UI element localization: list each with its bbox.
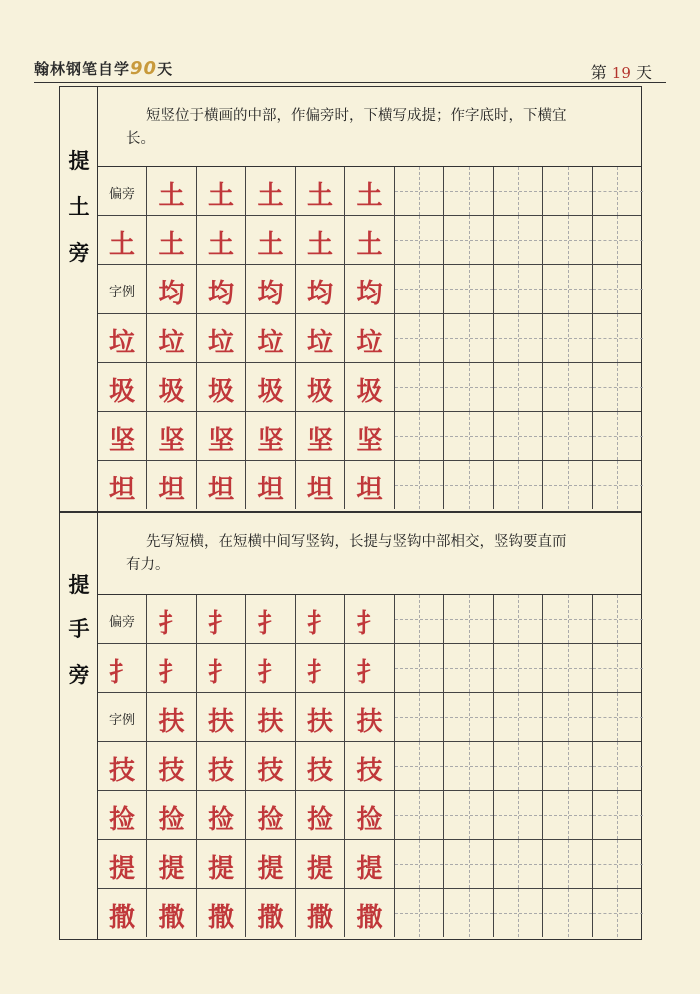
empty-practice-cell[interactable]: [593, 791, 643, 839]
empty-practice-cell[interactable]: [445, 595, 494, 643]
description-line: 长。: [126, 131, 155, 147]
section-title-char: 手: [68, 617, 90, 641]
section-title-char: 土: [68, 195, 90, 219]
sample-glyph-cell: [98, 742, 147, 790]
empty-practice-cell[interactable]: [445, 314, 494, 362]
empty-practice-cell[interactable]: [445, 693, 494, 741]
sample-glyph-cell: [148, 840, 197, 888]
empty-practice-cell[interactable]: [494, 889, 543, 937]
sample-glyph-cell: [247, 412, 296, 460]
sample-glyph: 坚: [207, 425, 234, 456]
section-title-char: 提: [68, 573, 90, 597]
book-days-number: 90: [130, 58, 158, 79]
empty-practice-cell[interactable]: [395, 791, 444, 839]
empty-practice-cell[interactable]: [395, 265, 444, 313]
empty-practice-cell[interactable]: [544, 412, 593, 460]
sample-glyph-cell: [346, 840, 395, 888]
sample-glyph-cell: [296, 595, 345, 643]
sample-glyph-cell: [346, 412, 395, 460]
sample-glyph: 圾: [207, 376, 234, 407]
sample-glyph: 坚: [257, 425, 284, 456]
empty-practice-cell[interactable]: [395, 461, 444, 509]
empty-practice-cell[interactable]: [445, 644, 494, 692]
empty-practice-cell[interactable]: [544, 693, 593, 741]
sample-glyph-cell: [346, 216, 395, 264]
sample-glyph: 提: [108, 853, 135, 884]
sample-glyph: 扌: [207, 657, 234, 688]
sample-glyph: 土: [158, 180, 185, 211]
sample-glyph-cell: [148, 363, 197, 411]
book-title: [34, 58, 173, 79]
empty-practice-cell[interactable]: [593, 595, 643, 643]
sample-glyph-cell: [346, 791, 395, 839]
sample-glyph: 垃: [257, 327, 284, 358]
sample-glyph: 坚: [158, 425, 185, 456]
sample-glyph-cell: [346, 461, 395, 509]
practice-grid: [98, 167, 641, 511]
sample-glyph-cell: [148, 742, 197, 790]
empty-practice-cell[interactable]: [445, 461, 494, 509]
empty-practice-cell[interactable]: [544, 216, 593, 264]
section-title-char: 旁: [68, 241, 90, 265]
sample-glyph: 均: [207, 278, 234, 309]
sample-glyph: 垃: [158, 327, 185, 358]
sample-glyph-cell: [247, 265, 296, 313]
sample-glyph-cell: [197, 595, 246, 643]
sample-glyph: 提: [257, 853, 284, 884]
empty-practice-cell[interactable]: [395, 167, 444, 215]
sample-glyph-cell: [98, 363, 147, 411]
sample-glyph: 提: [306, 853, 333, 884]
sample-glyph-cell: [197, 693, 246, 741]
sample-glyph-cell: [296, 363, 345, 411]
empty-practice-cell[interactable]: [593, 742, 643, 790]
empty-practice-cell[interactable]: [494, 314, 543, 362]
header-divider: [34, 82, 666, 83]
sample-glyph-cell: [346, 167, 395, 215]
sample-glyph: 技: [158, 755, 185, 786]
empty-practice-cell[interactable]: [445, 840, 494, 888]
sample-glyph: 坚: [356, 425, 383, 456]
sample-glyph-cell: [98, 889, 147, 937]
sample-glyph: 捡: [306, 804, 333, 835]
empty-practice-cell[interactable]: [494, 461, 543, 509]
row-label: 字例: [108, 284, 135, 300]
empty-practice-cell[interactable]: [445, 889, 494, 937]
sample-glyph-cell: [247, 363, 296, 411]
sample-glyph-cell: [98, 644, 147, 692]
sample-glyph: 土: [158, 229, 185, 260]
empty-practice-cell[interactable]: [494, 265, 543, 313]
sample-glyph: 捡: [158, 804, 185, 835]
sample-glyph-cell: [346, 889, 395, 937]
sample-glyph-cell: [346, 742, 395, 790]
sample-glyph-cell: [296, 693, 345, 741]
sample-glyph-cell: [148, 167, 197, 215]
sample-glyph: 垃: [306, 327, 333, 358]
sample-glyph-cell: [346, 644, 395, 692]
sample-glyph-cell: [148, 461, 197, 509]
book-title-text: 翰林钢笔自学: [34, 60, 131, 78]
empty-practice-cell[interactable]: [494, 595, 543, 643]
empty-practice-cell[interactable]: [544, 461, 593, 509]
sample-glyph: 撒: [108, 902, 135, 933]
sample-glyph: 垃: [356, 327, 383, 358]
sample-glyph: 扶: [158, 706, 185, 737]
empty-practice-cell[interactable]: [494, 742, 543, 790]
empty-practice-cell[interactable]: [544, 889, 593, 937]
sample-glyph-cell: [197, 791, 246, 839]
row-label: 偏旁: [108, 186, 135, 202]
sample-glyph-cell: [247, 791, 296, 839]
sample-glyph: 圾: [257, 376, 284, 407]
sample-glyph: 土: [306, 180, 333, 211]
row-label: 字例: [108, 712, 135, 728]
practice-row: [98, 412, 641, 461]
empty-practice-cell[interactable]: [395, 889, 444, 937]
sample-glyph-cell: [346, 595, 395, 643]
empty-practice-cell[interactable]: [593, 216, 643, 264]
sample-glyph-cell: [247, 742, 296, 790]
sample-glyph: 圾: [356, 376, 383, 407]
sample-glyph-cell: [197, 216, 246, 264]
sample-glyph-cell: [296, 216, 345, 264]
empty-practice-cell[interactable]: [544, 791, 593, 839]
practice-row: [98, 265, 641, 314]
sample-glyph-cell: [197, 742, 246, 790]
sample-glyph-cell: [148, 265, 197, 313]
sample-glyph-cell: [296, 840, 345, 888]
sample-glyph: 坦: [257, 474, 284, 505]
sample-glyph-cell: [98, 461, 147, 509]
empty-practice-cell[interactable]: [445, 363, 494, 411]
sample-glyph: 撒: [257, 902, 284, 933]
sample-glyph-cell: [296, 889, 345, 937]
empty-practice-cell[interactable]: [593, 889, 643, 937]
sample-glyph-cell: [247, 595, 296, 643]
empty-practice-cell[interactable]: [395, 363, 444, 411]
sample-glyph-cell: [247, 461, 296, 509]
sample-glyph: 圾: [108, 376, 135, 407]
sample-glyph: 捡: [108, 804, 135, 835]
sample-glyph-cell: [346, 265, 395, 313]
sample-glyph: 撒: [356, 902, 383, 933]
sample-glyph-cell: [346, 363, 395, 411]
sample-glyph: 坦: [306, 474, 333, 505]
row-label: 偏旁: [108, 614, 135, 630]
sample-glyph: 扌: [158, 608, 185, 639]
empty-practice-cell[interactable]: [395, 742, 444, 790]
practice-row: [98, 840, 641, 889]
sample-glyph-cell: [197, 363, 246, 411]
sample-glyph: 垃: [108, 327, 135, 358]
empty-practice-cell[interactable]: [445, 791, 494, 839]
day-suffix: 天: [635, 63, 652, 82]
sample-glyph: 土: [356, 229, 383, 260]
sample-glyph: 扌: [356, 657, 383, 688]
practice-section: [59, 86, 642, 512]
sample-glyph: 均: [356, 278, 383, 309]
practice-row: [98, 693, 641, 742]
sample-glyph-cell: [296, 412, 345, 460]
empty-practice-cell[interactable]: [544, 595, 593, 643]
row-label-cell: [98, 595, 147, 643]
sample-glyph: 扌: [257, 657, 284, 688]
sample-glyph: 土: [207, 180, 234, 211]
sample-glyph: 土: [257, 180, 284, 211]
empty-practice-cell[interactable]: [445, 167, 494, 215]
empty-practice-cell[interactable]: [593, 461, 643, 509]
empty-practice-cell[interactable]: [395, 693, 444, 741]
sample-glyph-cell: [247, 167, 296, 215]
sample-glyph-cell: [98, 791, 147, 839]
sample-glyph-cell: [247, 693, 296, 741]
sample-glyph-cell: [296, 461, 345, 509]
empty-practice-cell[interactable]: [593, 412, 643, 460]
sample-glyph: 均: [158, 278, 185, 309]
sample-glyph: 垃: [207, 327, 234, 358]
sample-glyph-cell: [98, 314, 147, 362]
section-title-column: [60, 87, 98, 511]
sample-glyph-cell: [148, 791, 197, 839]
empty-practice-cell[interactable]: [494, 791, 543, 839]
sample-glyph-cell: [296, 314, 345, 362]
empty-practice-cell[interactable]: [395, 595, 444, 643]
sample-glyph: 土: [108, 229, 135, 260]
sample-glyph-cell: [296, 644, 345, 692]
description-line: 有力。: [126, 557, 170, 573]
sample-glyph: 技: [108, 755, 135, 786]
sample-glyph: 土: [356, 180, 383, 211]
section-title-column: [60, 513, 98, 939]
sample-glyph: 扌: [207, 608, 234, 639]
sample-glyph: 捡: [207, 804, 234, 835]
sample-glyph-cell: [346, 314, 395, 362]
sample-glyph: 圾: [306, 376, 333, 407]
empty-practice-cell[interactable]: [544, 314, 593, 362]
row-label-cell: [98, 265, 147, 313]
sample-glyph: 均: [306, 278, 333, 309]
empty-practice-cell[interactable]: [445, 742, 494, 790]
sample-glyph: 扶: [207, 706, 234, 737]
empty-practice-cell[interactable]: [395, 216, 444, 264]
practice-row: [98, 742, 641, 791]
row-label-cell: [98, 167, 147, 215]
empty-practice-cell[interactable]: [494, 216, 543, 264]
sample-glyph-cell: [197, 461, 246, 509]
sample-glyph: 扶: [257, 706, 284, 737]
practice-row: [98, 791, 641, 840]
sample-glyph: 土: [306, 229, 333, 260]
sample-glyph-cell: [98, 216, 147, 264]
empty-practice-cell[interactable]: [593, 167, 643, 215]
practice-row: [98, 461, 641, 510]
day-indicator: [591, 60, 652, 83]
empty-practice-cell[interactable]: [593, 363, 643, 411]
sample-glyph-cell: [148, 644, 197, 692]
practice-row: [98, 363, 641, 412]
sample-glyph: 坦: [207, 474, 234, 505]
practice-grid: [98, 595, 641, 939]
sample-glyph: 扌: [257, 608, 284, 639]
empty-practice-cell[interactable]: [544, 742, 593, 790]
sample-glyph: 扌: [306, 657, 333, 688]
empty-practice-cell[interactable]: [445, 265, 494, 313]
empty-practice-cell[interactable]: [544, 167, 593, 215]
empty-practice-cell[interactable]: [593, 644, 643, 692]
practice-row: [98, 595, 641, 644]
sample-glyph-cell: [197, 889, 246, 937]
practice-row: [98, 889, 641, 938]
empty-practice-cell[interactable]: [544, 363, 593, 411]
sample-glyph-cell: [197, 412, 246, 460]
sample-glyph: 技: [356, 755, 383, 786]
description-line: 先写短横，在短横中间写竖钩，长提与竖钩中部相交，竖钩要直而: [146, 534, 567, 550]
sample-glyph: 坚: [108, 425, 135, 456]
sample-glyph: 捡: [257, 804, 284, 835]
day-prefix: 第: [590, 63, 607, 82]
empty-practice-cell[interactable]: [494, 363, 543, 411]
sample-glyph-cell: [296, 742, 345, 790]
sample-glyph-cell: [148, 889, 197, 937]
day-number: 19: [611, 64, 631, 82]
sample-glyph-cell: [296, 265, 345, 313]
sample-glyph: 提: [356, 853, 383, 884]
section-title-char: 旁: [68, 663, 90, 687]
empty-practice-cell[interactable]: [494, 693, 543, 741]
sample-glyph: 提: [207, 853, 234, 884]
sample-glyph-cell: [98, 412, 147, 460]
sample-glyph: 撒: [158, 902, 185, 933]
sample-glyph: 坦: [108, 474, 135, 505]
sample-glyph-cell: [197, 265, 246, 313]
practice-row: [98, 216, 641, 265]
sample-glyph: 技: [306, 755, 333, 786]
sample-glyph: 撒: [207, 902, 234, 933]
empty-practice-cell[interactable]: [593, 840, 643, 888]
sample-glyph: 扶: [356, 706, 383, 737]
sample-glyph: 坦: [356, 474, 383, 505]
sample-glyph: 撒: [306, 902, 333, 933]
empty-practice-cell[interactable]: [395, 644, 444, 692]
sample-glyph-cell: [296, 791, 345, 839]
empty-practice-cell[interactable]: [395, 412, 444, 460]
row-label-cell: [98, 693, 147, 741]
sample-glyph-cell: [247, 889, 296, 937]
sample-glyph: 扌: [306, 608, 333, 639]
sample-glyph: 技: [257, 755, 284, 786]
sample-glyph-cell: [197, 840, 246, 888]
sample-glyph: 土: [257, 229, 284, 260]
sample-glyph-cell: [247, 644, 296, 692]
sample-glyph-cell: [148, 314, 197, 362]
practice-row: [98, 167, 641, 216]
sample-glyph: 土: [207, 229, 234, 260]
empty-practice-cell[interactable]: [445, 216, 494, 264]
sample-glyph: 提: [158, 853, 185, 884]
empty-practice-cell[interactable]: [395, 314, 444, 362]
empty-practice-cell[interactable]: [544, 265, 593, 313]
empty-practice-cell[interactable]: [494, 840, 543, 888]
empty-practice-cell[interactable]: [544, 644, 593, 692]
sample-glyph-cell: [247, 216, 296, 264]
section-description: [98, 513, 641, 595]
empty-practice-cell[interactable]: [494, 644, 543, 692]
empty-practice-cell[interactable]: [395, 840, 444, 888]
sample-glyph-cell: [247, 840, 296, 888]
empty-practice-cell[interactable]: [445, 412, 494, 460]
sample-glyph: 扌: [158, 657, 185, 688]
empty-practice-cell[interactable]: [494, 412, 543, 460]
sample-glyph-cell: [247, 314, 296, 362]
sample-glyph-cell: [346, 693, 395, 741]
description-line: 短竖位于横画的中部，作偏旁时，下横写成提；作字底时，下横宜: [146, 108, 567, 124]
sample-glyph-cell: [197, 644, 246, 692]
sample-glyph-cell: [148, 412, 197, 460]
page-header: [0, 0, 700, 86]
practice-section: [59, 512, 642, 940]
section-title-char: 提: [68, 149, 90, 173]
sample-glyph: 扶: [306, 706, 333, 737]
sample-glyph: 扌: [108, 657, 135, 688]
empty-practice-cell[interactable]: [593, 265, 643, 313]
sample-glyph: 技: [207, 755, 234, 786]
sample-glyph: 捡: [356, 804, 383, 835]
sample-glyph: 扌: [356, 608, 383, 639]
practice-row: [98, 644, 641, 693]
sample-glyph: 圾: [158, 376, 185, 407]
empty-practice-cell[interactable]: [494, 167, 543, 215]
empty-practice-cell[interactable]: [593, 693, 643, 741]
sample-glyph: 坚: [306, 425, 333, 456]
sample-glyph: 均: [257, 278, 284, 309]
book-days-suffix: 天: [157, 60, 174, 78]
sample-glyph-cell: [148, 216, 197, 264]
section-description: [98, 87, 641, 167]
empty-practice-cell[interactable]: [593, 314, 643, 362]
empty-practice-cell[interactable]: [544, 840, 593, 888]
practice-row: [98, 314, 641, 363]
sample-glyph-cell: [197, 314, 246, 362]
sample-glyph-cell: [296, 167, 345, 215]
sample-glyph: 坦: [158, 474, 185, 505]
sample-glyph-cell: [98, 840, 147, 888]
sample-glyph-cell: [197, 167, 246, 215]
sample-glyph-cell: [148, 693, 197, 741]
sample-glyph-cell: [148, 595, 197, 643]
